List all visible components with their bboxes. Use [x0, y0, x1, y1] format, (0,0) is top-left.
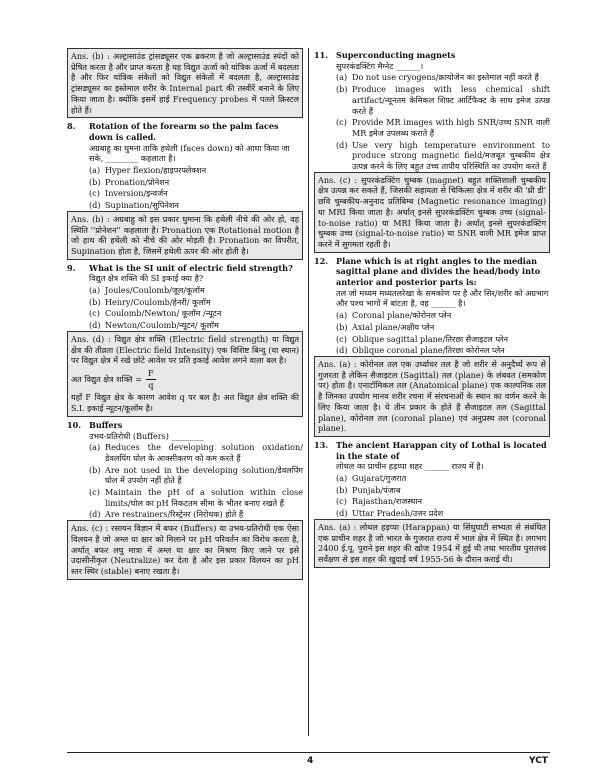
- question-number: 11.: [314, 50, 329, 60]
- question-text: Superconducting magnets: [336, 50, 456, 60]
- option[interactable]: (b) Punjab/पंजाब: [336, 484, 401, 495]
- option[interactable]: (a) Joules/Coulomb/जूल/कूलॉम: [89, 285, 205, 296]
- fraction-numerator: F: [148, 367, 154, 378]
- question-hindi: अग्रबाहु का घुमना ताकि हथेली (faces down) को आधा किया जा सके, ________ कहलाता है।: [89, 142, 290, 164]
- question-hindi: तल जो मध्यम मध्यतलरेखा के समकोण पर है और सिर/शरीर को अग्रभाग और पश्च भागों में बांटता है, वह ______ है।: [336, 287, 549, 309]
- option[interactable]: (d) Uttar Pradesh/उत्तर प्रदेश: [336, 508, 444, 519]
- question-text: Plane which is at right angles to the median sagittal plane and divides the head/body into anterior and posterior parts is:: [336, 255, 541, 288]
- option[interactable]: (a) Gujarat/गुजरात: [336, 473, 407, 484]
- fraction-denominator: q: [148, 379, 154, 390]
- option[interactable]: (d) Are restrainers/रिस्ट्रेनर (निरोधक) होते हैं: [89, 509, 244, 520]
- option[interactable]: (c) Coulomb/Newton/ कूलॉम /न्यूटन: [89, 308, 222, 319]
- footer-rule: [67, 752, 550, 753]
- question-number: 13.: [314, 439, 329, 450]
- answer-box: Ans. (c) : रसायन विज्ञान में बफर (Buffers) या उभय-प्रतिरोधी एक ऐसा विलयन है जो अम्ल या क्षार को मिलाने पर pH परिवर्तन का विरोध करता है, अर्थात् बफर लघु मात्रा में अम्ल या क्षार का मिश्रण किए जाने पर इसे उदासीनीकृत (Neutralize) कर देता है और इस प्रकार विलयन का pH स्तर स्थिर (stable) बनाए रखता है।: [67, 520, 303, 580]
- question-hindi: सुपरकंडक्टिंग मैग्नेट ______।: [336, 60, 424, 71]
- fraction: [146, 368, 156, 390]
- left-column: [67, 48, 303, 583]
- answer-box: Ans. (a) : लोथल हड़प्पा (Harappan) या सिंधुघाटी सभ्यता से संबंधित एक प्राचीन शहर है जो भारत के गुजरात राज्य में भाल क्षेत्र में स्थित है। लगभग 2400 ई.पू. पुराने इस शहर की खोज 1954 में हुई थी तथा भारतीय पुरातत्त्व सर्वेक्षण से इस शहर की खुदाई वर्ष 1955-56 के दौरान कराई थी।: [314, 519, 550, 568]
- option[interactable]: (d) Use very high temperature environment to produce strong magnetic field/मजबूत चुम्बकीय क्षेत्र उत्पन्न करने के लिए बहुत उच्च तापीय परिस्थिति का उपयोग करते हैं: [336, 139, 550, 172]
- question-number: 8.: [67, 121, 76, 132]
- option[interactable]: (c) Oblique sagittal plane/तिरछा सैजाइटल प्लेन: [336, 333, 508, 344]
- option[interactable]: (a) Do not use cryogens/क्रायोजेन का इस्तेमाल नहीं करते हैं: [336, 72, 539, 83]
- question-hindi: विद्युत क्षेत्र शक्ति की SI इकाई क्या है?: [89, 273, 204, 284]
- right-column: [314, 48, 550, 571]
- option[interactable]: (c) Provide MR images with high SNR/उच्च SNR वाली MR इमेज उपलब्ध कराते हैं: [336, 117, 550, 138]
- answer-box: Ans. (c) : सुपरकंडक्टिंग चुम्बक (magnet) बहुत शक्तिशाली चुम्बकीय क्षेत्र उत्पन्न कर सकते हैं, जिसकी सहायता से चिकित्सा क्षेत्र में शरीर की 'थ्री डी' छवि चुम्बकीय-अनुनाद प्रतिबिम्ब (Magnetic resonance imaging) या MRI किया जाता है। अर्थात् इनसे सुपरकंडक्टिंग चुम्बक उच्च (signal-to-noise ratio) या MRI किया जाता है। अर्थात् इनसे सुपरकंडक्टिंग चुम्बक उच्च (signal-to-noise ratio) या SNR वाली MR इमेज प्राप्त करने में सुगमता रहती है।: [314, 172, 550, 253]
- option[interactable]: (b) Are not used in the developing solution/डेवलपिंग घोल में उपयोग नहीं होते हैं: [89, 464, 303, 486]
- answer-box: Ans. (a) : कोरोनल तल एक उर्ध्वाधर तल है जो शरीर से अनुदैर्घ्य रूप से गुजरता है लेकिन सैजाइटल (Sagittal) तल (plane) के लंबवत (समकोण पर) होता है। एनाटॉमिकल तल (Anatomical plane) एक काल्पनिक तल है जिनका उपयोग मानव शरीर रचना में संरचनाओं के स्थान का वर्णन करने के लिए किया जाता है। ये तीन प्रकार के होते हैं सैजाइटल तल (Sagittal plane), कोरोनल तल (coronal plane) एवं अनुप्रस्थ तल (coronal plane).: [314, 356, 550, 437]
- answer-text: यहाँ F विद्युत क्षेत्र के कारण आवेश q पर बल है। अत विद्युत क्षेत्र शक्ति की S.I. इकाई न्यूटन/कूलॉम है।: [71, 392, 299, 414]
- question-number: 12.: [314, 255, 329, 266]
- question-number: 9.: [67, 262, 76, 273]
- option[interactable]: (d) Supination/सुपिनेशन: [89, 200, 179, 211]
- question-12: [314, 256, 550, 288]
- question-10: [67, 420, 303, 431]
- option[interactable]: (b) Axial plane/अक्षीय प्लेन: [336, 321, 435, 332]
- option[interactable]: (b) Produce images with less chemical shift artifact/न्यूनतम केमिकल शिफ्ट आर्टिफैक्ट के साथ इमेज उत्पन्न करते हैं: [336, 84, 550, 116]
- formula: [71, 368, 299, 390]
- question-11: [314, 50, 550, 61]
- option[interactable]: (a) Hyper flexion/हाइपरफ्लेक्शन: [89, 165, 207, 176]
- option[interactable]: (d) Oblique coronal plane/तिरछा कोरोनल प्लेन: [336, 345, 505, 356]
- question-text: Buffers: [89, 419, 123, 430]
- question-hindi: लोथल का प्राचीन हड़प्पा शहर ______ राज्य में है।: [336, 461, 484, 472]
- option[interactable]: (c) Maintain the pH of a solution within close limits/घोल का pH निकटतम सीमा के भीतर बनाए रखते हैं: [89, 487, 303, 508]
- answer-text: Ans. (d) : विद्युत क्षेत्र शक्ति (Electric field strength) या विद्युत क्षेत्र की तीव्रता (Electric field Intensity) एक विशिष्ट बिन्दु (या स्थान) पर विद्युत क्षेत्र में रखे छोटे आवेश पर प्रति इकाई आवेश लगने वाला बल है।: [71, 333, 299, 366]
- question-number: 10.: [67, 419, 82, 430]
- formula-label: अत विद्युत क्षेत्र शक्ति =: [71, 373, 143, 384]
- page: [67, 48, 550, 766]
- answer-box: [67, 331, 303, 417]
- question-9: [67, 263, 303, 274]
- page-number: 4: [307, 756, 314, 766]
- option[interactable]: (b) Pronation/प्रोनेशन: [89, 176, 170, 187]
- answer-box: Ans. (b) : अल्ट्रासाउंड ट्रांसड्यूसर एक ब्रकरण है जो अल्ट्रासाउंड स्पंदों को प्रेषित करता है और प्राप्त करता है यह विद्युत ऊर्जा को यांत्रिक ऊर्जा में बदलता है और फिर यांत्रिक संकेतों को विद्युत संकेतों में बदलता है, अल्ट्रासाउंड ट्रांसड्यूसर का इस्तेमाल शरीर के Internal part की तस्वीरें बनाने के लिए किया जाता है। क्योंकि इसमें हाई Frequency probes में पतले क्रिस्टल होते हैं।: [67, 48, 303, 118]
- answer-box: Ans. (b) : अग्रबाहु को इस प्रकार घुमाना कि हथेली नीचे की ओर हो, वह स्थिति ''प्रोनेशन'' कहलाता है। Pronation एक Rotational motion है जो हाथ की हथेली को नीचे की ओर मोड़ती है। Pronation का विपरीत, Supination होता है, जिसमें हथेली ऊपर की ओर होती है।: [67, 211, 303, 260]
- question-text: Rotation of the forearm so the palm faces down is called.: [89, 121, 279, 142]
- question-text: The ancient Harappan city of Lothal is located in the state of: [336, 439, 547, 461]
- question-13: [314, 440, 550, 461]
- column-divider: [308, 48, 309, 736]
- option[interactable]: (d) Newton/Coulomb/न्यूटन/ कूलॉम: [89, 320, 219, 331]
- question-8: [67, 121, 303, 142]
- option[interactable]: (a) Reduces the developing solution oxidation/डेवलपिंग घोल के आक्सीकरण को कम करते हैं: [89, 442, 303, 463]
- question-text: What is the SI unit of electric field strength?: [89, 262, 293, 273]
- option[interactable]: (c) Rajasthan/राजस्थान: [336, 496, 422, 507]
- option[interactable]: (b) Henry/Coulomb/हेनरी/ कूलॉम: [89, 296, 211, 307]
- question-hindi: उभय-प्रतिरोधी (Buffers) ________: [89, 430, 204, 441]
- option[interactable]: (c) Inversion/इन्वर्जन: [89, 188, 168, 199]
- publisher-brand: YCT: [529, 756, 548, 766]
- option[interactable]: (a) Coronal plane/कोरोनल प्लेन: [336, 310, 452, 321]
